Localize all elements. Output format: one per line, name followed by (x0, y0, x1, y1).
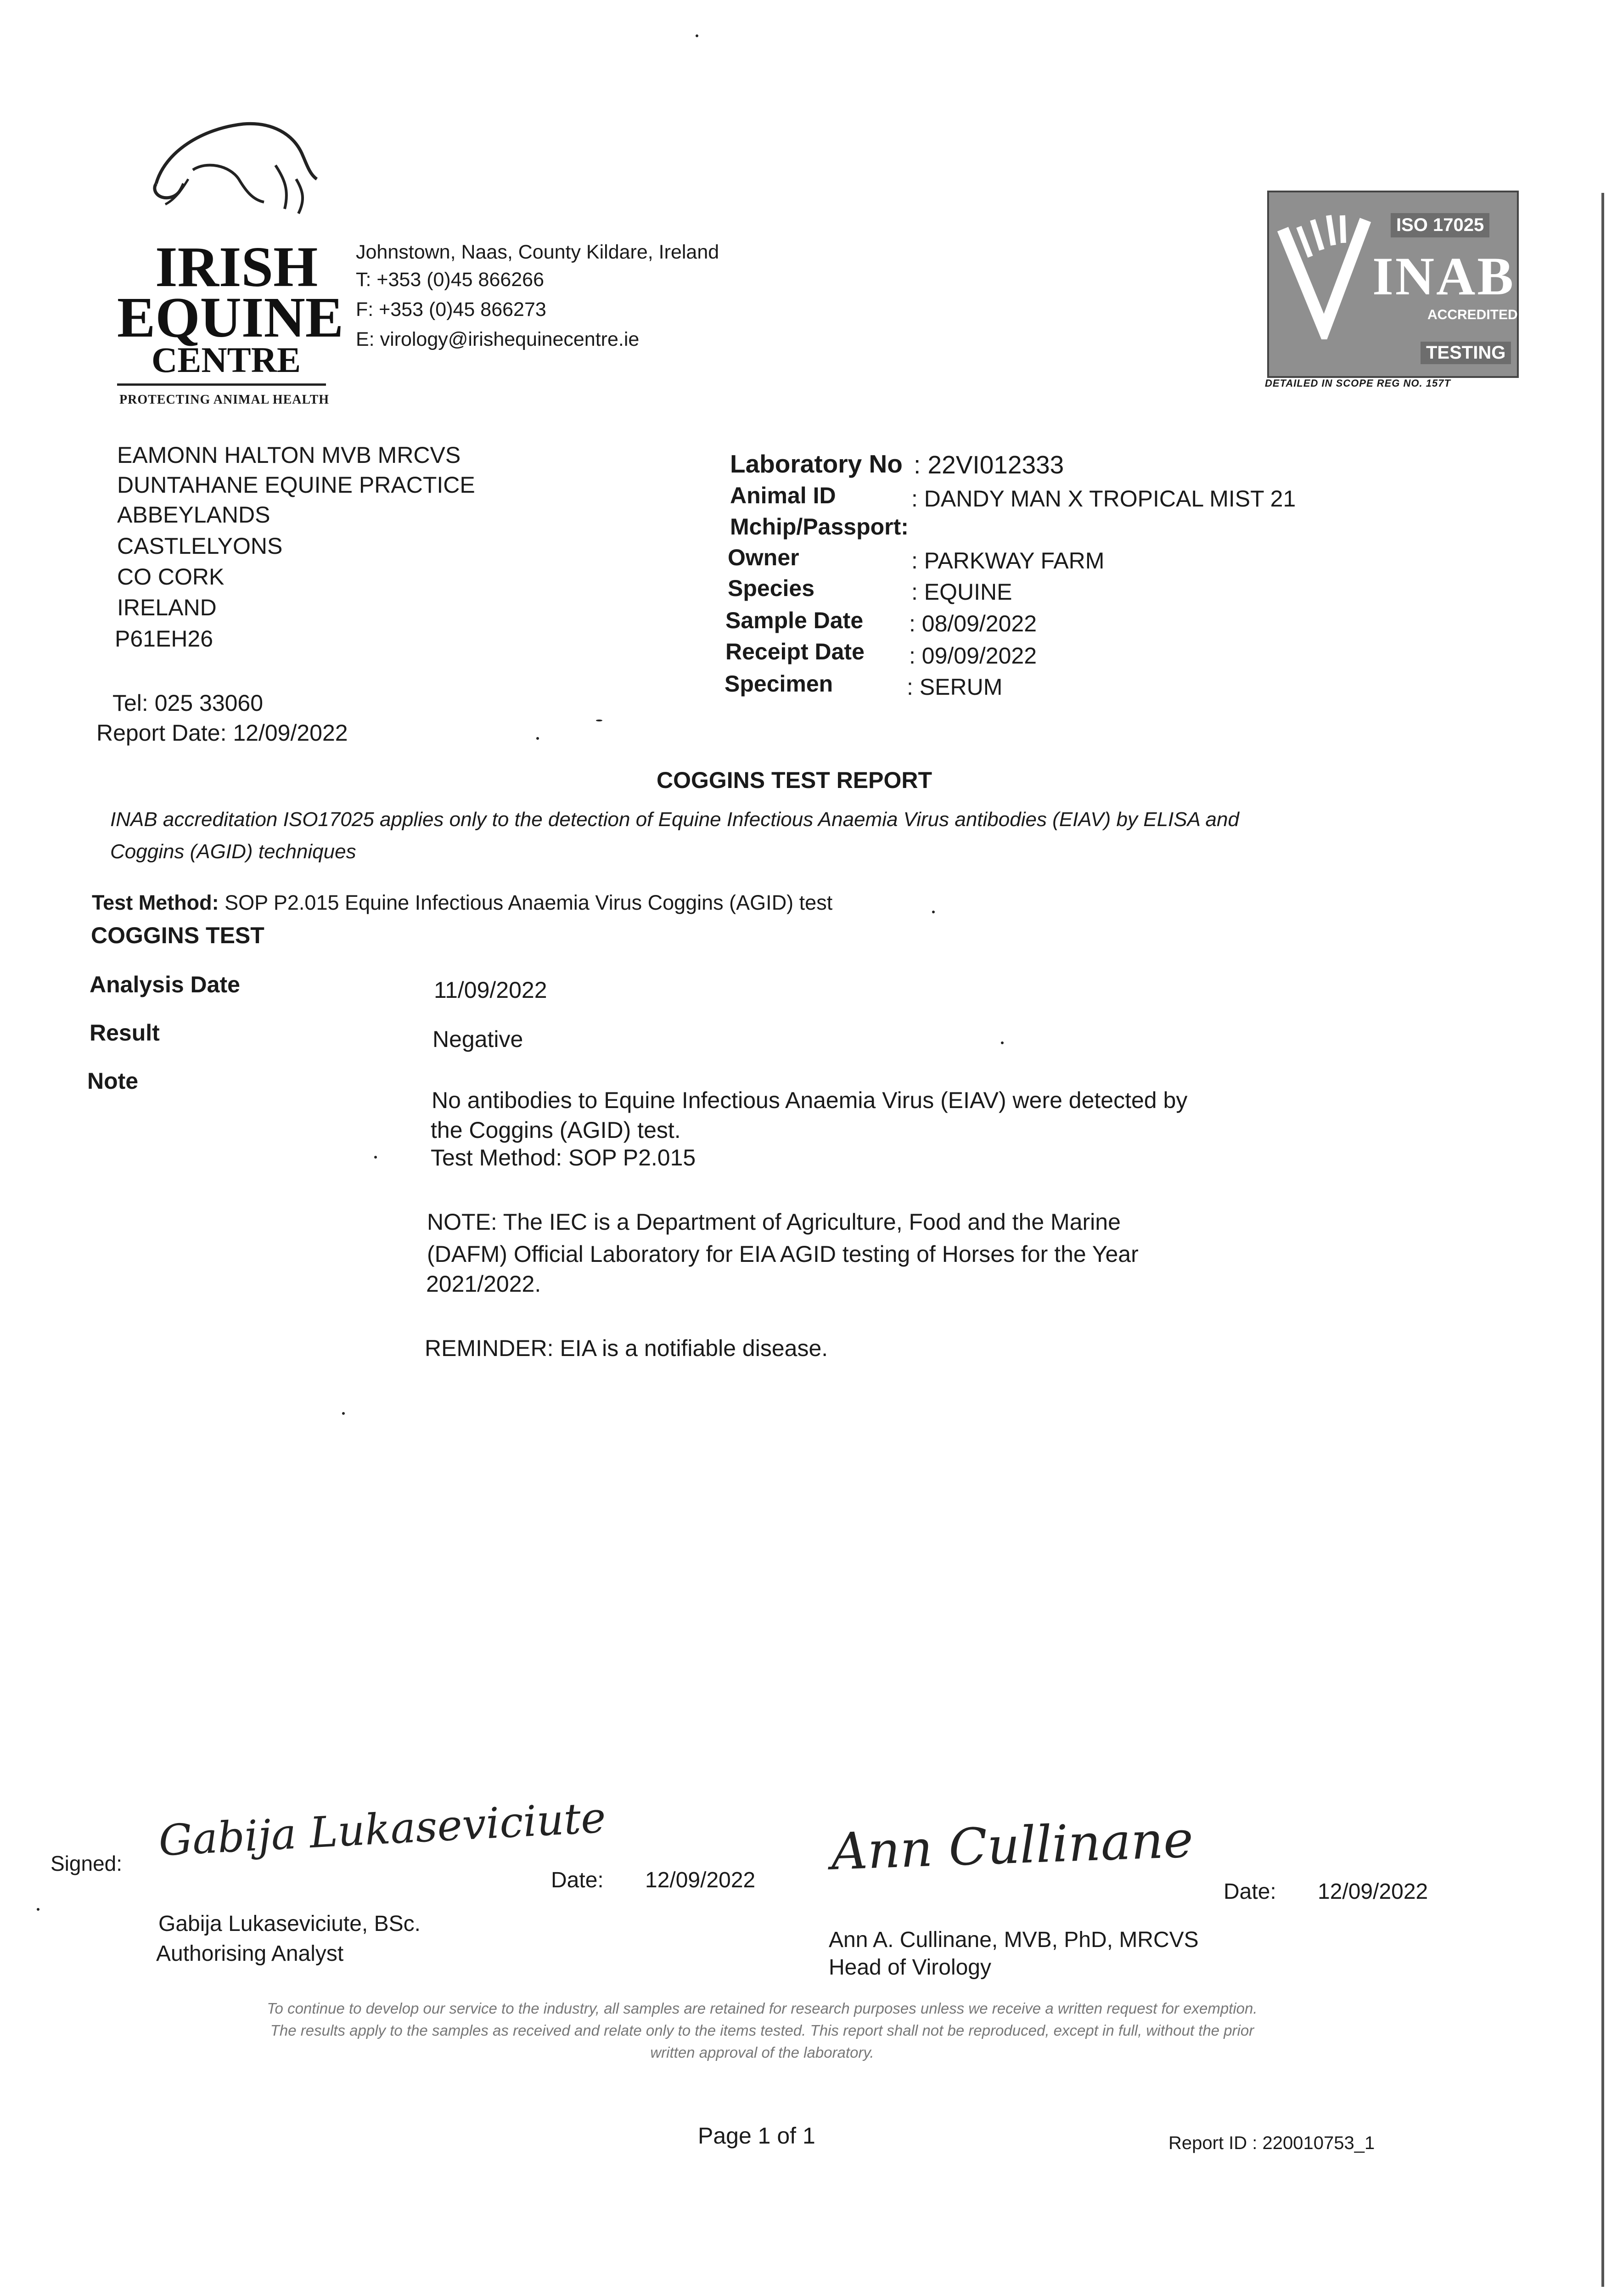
species-label: Species (728, 575, 815, 601)
recipient-line: CASTLELYONS (117, 533, 283, 559)
scan-speck (932, 911, 935, 913)
species-value: : EQUINE (911, 579, 1012, 605)
logo-word-equine: EQUINE (117, 286, 344, 349)
seal-mark: INAB (1372, 246, 1516, 306)
seal-accredited: ACCREDITED (1427, 307, 1518, 322)
receipt-date-label: Receipt Date (725, 639, 865, 664)
sample-date-label: Sample Date (725, 608, 864, 633)
sample-date-value: : 08/09/2022 (909, 611, 1037, 636)
scan-speck (596, 720, 602, 721)
lab-fax: F: +353 (0)45 866273 (356, 298, 546, 321)
lab-no-value: : 22VI012333 (914, 450, 1064, 479)
signed-label: Signed: (51, 1851, 123, 1875)
note-line2: the Coggins (AGID) test. (431, 1117, 681, 1143)
disclaimer-line3: written approval of the laboratory. (650, 2043, 874, 2061)
analysis-date-label: Analysis Date (90, 972, 240, 997)
owner-label: Owner (728, 545, 799, 570)
seal-testing: TESTING (1421, 342, 1511, 364)
signature-gabija: Gabija Lukaseviciute (157, 1793, 607, 1866)
scan-edge (1601, 193, 1604, 2287)
note-line1: No antibodies to Equine Infectious Anaemia Virus (EIAV) were detected by (432, 1087, 1188, 1113)
signer1-name: Gabija Lukaseviciute, BSc. (158, 1912, 421, 1936)
animal-id-value: : DANDY MAN X TROPICAL MIST 21 (911, 486, 1296, 512)
recipient-tel: Tel: 025 33060 (112, 690, 264, 716)
specimen-label: Specimen (724, 671, 833, 697)
signature-cullinane: Ann Cullinane (830, 1810, 1195, 1881)
receipt-date-value: : 09/09/2022 (909, 643, 1037, 669)
logo-word-centre: CENTRE (152, 340, 301, 380)
recipient-line: EAMONN HALTON MVB MRCVS (117, 442, 461, 468)
seal-scope: DETAILED IN SCOPE REG NO. 157T (1265, 377, 1451, 389)
disclaimer-line1: To continue to develop our service to the industry, all samples are retained for research purposes unless we receive a written request for exemption. (267, 2000, 1258, 2017)
date-label-2: Date: (1224, 1880, 1276, 1904)
scan-speck (342, 1412, 345, 1415)
dafm-line1: NOTE: The IEC is a Department of Agriculture, Food and the Marine (427, 1209, 1121, 1235)
test-method-value: SOP P2.015 Equine Infectious Anaemia Virus Coggins (AGID) test (225, 891, 833, 914)
note-label: Note (87, 1068, 139, 1094)
disclaimer-line2: The results apply to the samples as received and relate only to the items tested. This report shall not be reproduced, except in full, without the prior (270, 2021, 1254, 2039)
disclaimer (142, 1998, 1382, 2064)
report-title: COGGINS TEST REPORT (657, 767, 932, 793)
logo-word-irish: IRISH (155, 236, 318, 299)
reminder: REMINDER: EIA is a notifiable disease. (425, 1335, 828, 1361)
analysis-date-value: 11/09/2022 (434, 977, 547, 1003)
inab-accreditation-seal (1267, 191, 1519, 378)
date-label-1: Date: (551, 1868, 604, 1892)
scan-speck (37, 1908, 39, 1911)
note-line3: Test Method: SOP P2.015 (431, 1145, 696, 1171)
page-number: Page 1 of 1 (698, 2123, 815, 2149)
result-label: Result (90, 1020, 160, 1046)
signer1-title: Authorising Analyst (156, 1941, 344, 1966)
lab-no-label: Laboratory No (730, 450, 903, 478)
owner-value: : PARKWAY FARM (911, 548, 1105, 574)
scan-speck (1001, 1041, 1004, 1044)
logo-rule (117, 383, 326, 386)
inab-note-line1: INAB accreditation ISO17025 applies only to the detection of Equine Infectious Anaemia Virus antibodies (EIAV) by ELISA and (110, 808, 1239, 831)
report-id: Report ID : 220010753_1 (1168, 2133, 1375, 2153)
mchip-label: Mchip/Passport: (730, 514, 909, 540)
lab-phone: T: +353 (0)45 866266 (356, 269, 545, 291)
specimen-value: : SERUM (907, 674, 1003, 700)
lab-email: E: virology@irishequinecentre.ie (356, 328, 640, 350)
recipient-line: P61EH26 (115, 626, 213, 652)
dafm-line2: (DAFM) Official Laboratory for EIA AGID testing of Horses for the Year (427, 1241, 1139, 1267)
recipient-line: CO CORK (117, 564, 225, 590)
recipient-line: DUNTAHANE EQUINE PRACTICE (117, 472, 475, 498)
scan-speck (374, 1156, 377, 1159)
seal-standard: ISO 17025 (1391, 213, 1489, 237)
test-method-label: Test Method: (92, 891, 219, 914)
horse-head-icon (138, 110, 331, 220)
scan-speck (536, 737, 539, 740)
signer2-name: Ann A. Cullinane, MVB, PhD, MRCVS (829, 1928, 1199, 1952)
date-value-2: 12/09/2022 (1318, 1880, 1428, 1904)
result-value: Negative (432, 1026, 523, 1052)
inab-emblem-icon (1274, 202, 1375, 339)
dafm-line3: 2021/2022. (426, 1271, 541, 1297)
signer2-title: Head of Virology (829, 1955, 991, 1980)
recipient-line: ABBEYLANDS (117, 502, 270, 528)
inab-note-line2: Coggins (AGID) techniques (110, 840, 356, 863)
date-value-1: 12/09/2022 (645, 1868, 756, 1892)
logo-tagline: PROTECTING ANIMAL HEALTH (119, 393, 330, 407)
section-heading: COGGINS TEST (91, 923, 264, 948)
animal-id-label: Animal ID (730, 483, 836, 508)
scan-speck (696, 34, 698, 37)
test-method-line (92, 891, 832, 915)
recipient-line: IRELAND (117, 595, 217, 620)
lab-address: Johnstown, Naas, County Kildare, Ireland (356, 241, 719, 263)
report-date: Report Date: 12/09/2022 (96, 720, 348, 746)
